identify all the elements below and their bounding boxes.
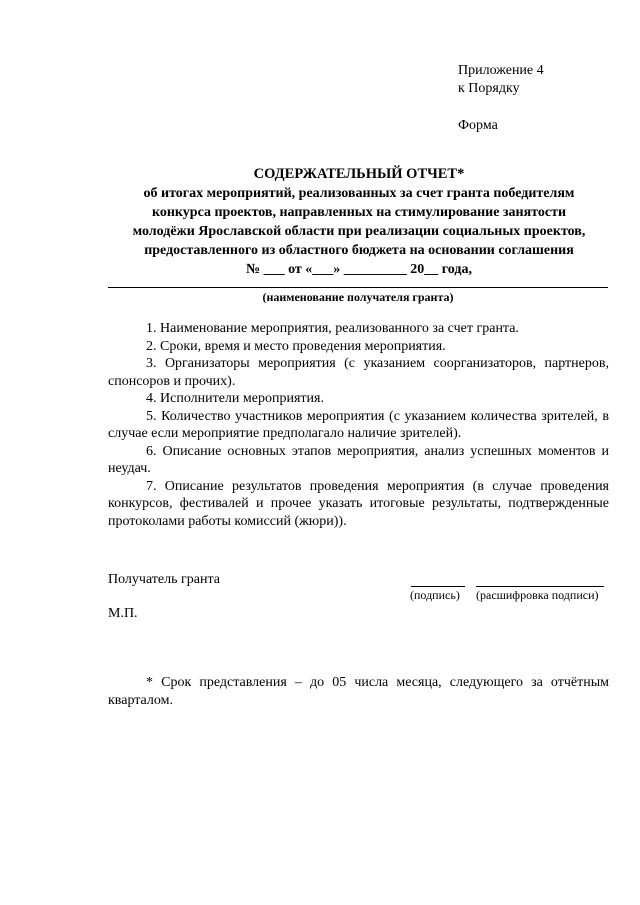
title-line: об итогах мероприятий, реализованных за счет гранта победителям [143, 186, 575, 201]
report-title-block [108, 165, 610, 279]
agreement-number-line: № ___ от «___» _________ 20__ года, [246, 262, 472, 277]
report-items-list [108, 320, 609, 530]
signature-caption: (подпись) [410, 588, 460, 602]
report-title [108, 165, 610, 184]
list-item: 6. Описание основных этапов мероприятия, анализ успешных моментов и неудач. [108, 443, 609, 476]
title-line: молодёжи Ярославской области при реализации социальных проектов, [132, 224, 586, 239]
footnote [108, 674, 609, 710]
signature-line [411, 586, 465, 587]
list-item: 4. Исполнители мероприятия. [146, 391, 324, 406]
list-item: 5. Количество участников мероприятия (с указанием количества зрителей, в случае если мероприятие предполагало наличие зрителей). [108, 408, 609, 441]
report-title-text: СОДЕРЖАТЕЛЬНЫЙ ОТЧЕТ [253, 166, 458, 182]
list-item: 2. Сроки, время и место проведения мероприятия. [146, 338, 446, 354]
signature-label: Получатель гранта [108, 572, 220, 587]
appendix-number: Приложение 4 [458, 63, 544, 78]
recipient-caption: (наименование получателя гранта) [262, 290, 454, 304]
recipient-name-line [108, 287, 608, 288]
appendix-header [458, 62, 544, 135]
list-item: 7. Описание результатов проведения мероприятия (в случае проведения конкурсов, фестивалей и прочее указать итоговые результаты, подтвержденные протоколами работы комиссий (жюри)). [108, 478, 609, 529]
form-label: Форма [458, 118, 498, 133]
list-item: 1. Наименование мероприятия, реализованного за счет гранта. [146, 321, 519, 336]
appendix-reference: к Порядку [458, 81, 520, 96]
signature-row [108, 572, 608, 602]
footnote-marker: * [457, 166, 465, 182]
title-line: предоставленного из областного бюджета на основании соглашения [144, 243, 574, 258]
signature-decode-line [476, 586, 604, 587]
title-line: конкурса проектов, направленных на стимулирование занятости [151, 205, 567, 220]
footnote-text: * Срок представления – до 05 числа месяца, следующего за отчётным кварталом. [108, 675, 609, 708]
stamp-place: М.П. [108, 606, 138, 621]
signature-decode-caption: (расшифровка подписи) [476, 588, 599, 602]
list-item: 3. Организаторы мероприятия (с указанием соорганизаторов, партнеров, спонсоров и прочих). [108, 356, 609, 389]
